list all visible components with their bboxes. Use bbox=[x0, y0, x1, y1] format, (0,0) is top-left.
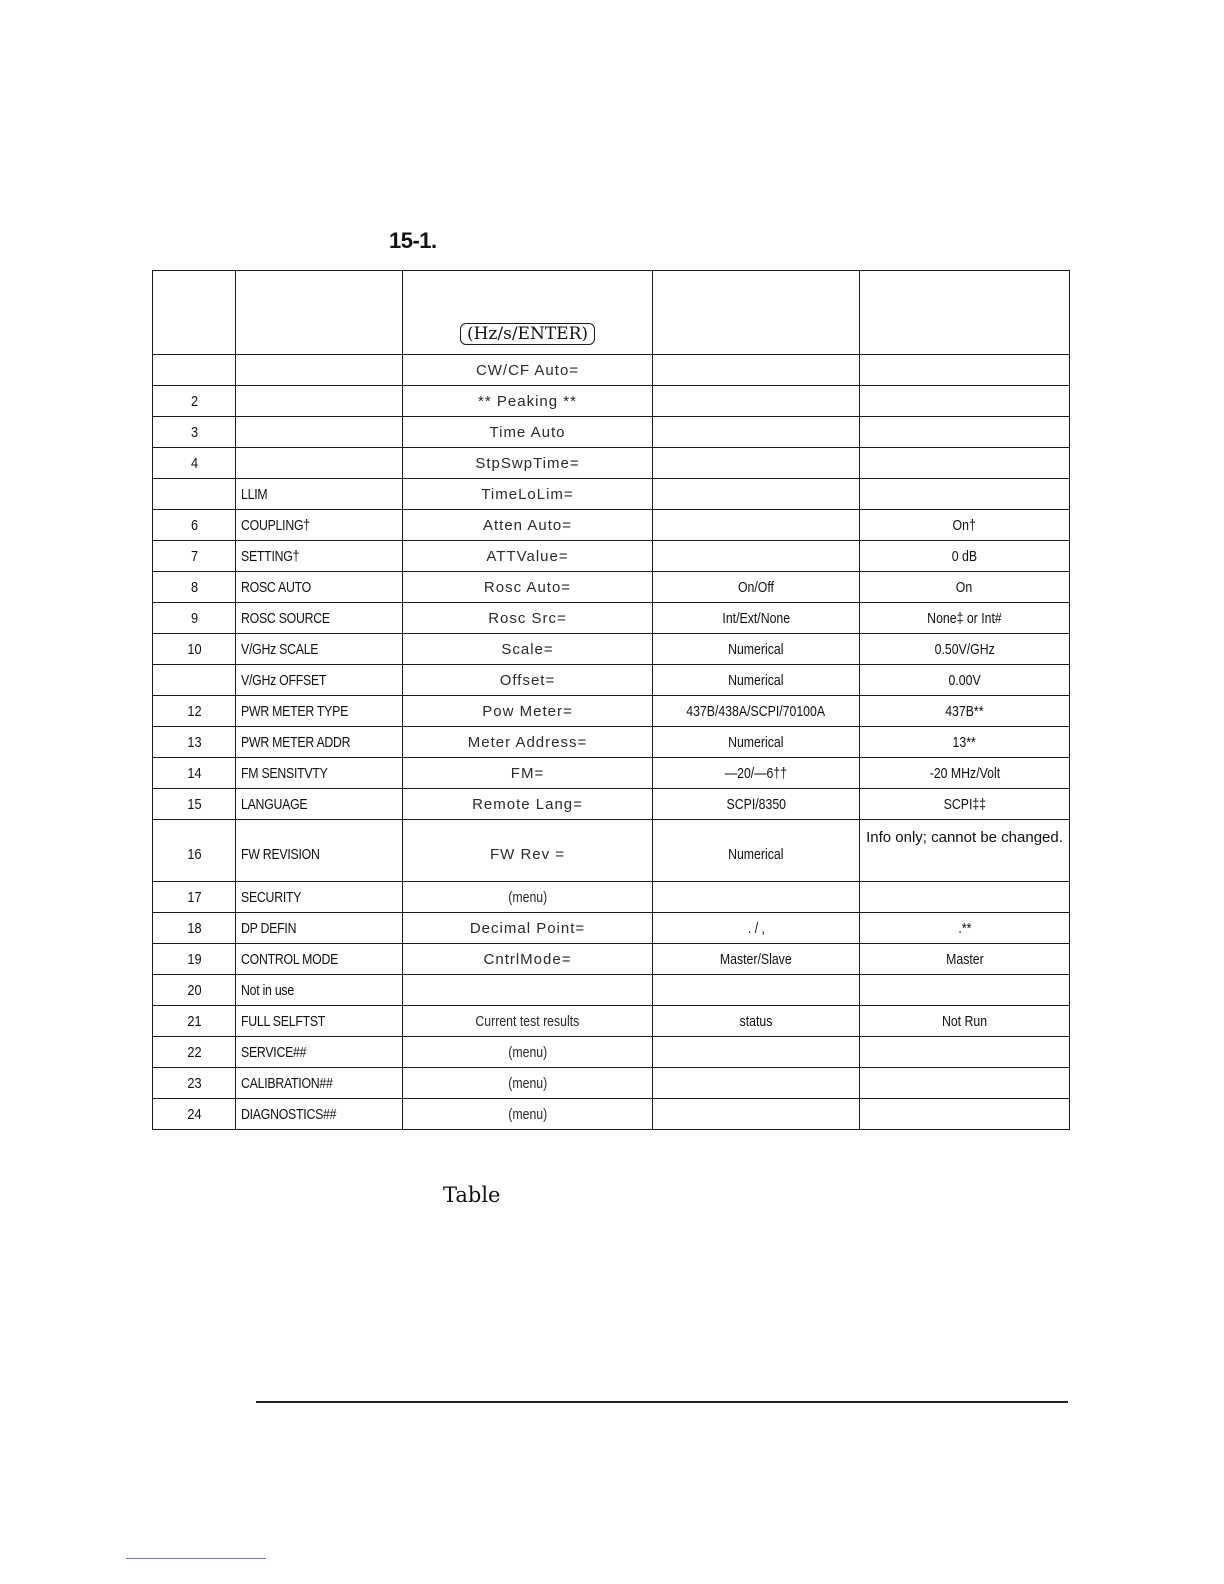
allowed-values bbox=[653, 541, 860, 572]
allowed-values-text: —20/—6†† bbox=[724, 764, 788, 782]
default-value bbox=[860, 696, 1070, 727]
parameter-name-text: CALIBRATION## bbox=[241, 1074, 333, 1092]
parameter-name bbox=[236, 355, 403, 386]
parameter-name bbox=[236, 448, 403, 479]
parameter-name-text: SERVICE## bbox=[241, 1043, 307, 1061]
default-value bbox=[860, 1068, 1070, 1099]
default-value bbox=[860, 541, 1070, 572]
allowed-values bbox=[653, 634, 860, 665]
parameter-name-text: PWR METER TYPE bbox=[241, 702, 349, 720]
parameter-name-text: PWR METER ADDR bbox=[241, 733, 351, 751]
footer-rule bbox=[256, 1401, 1068, 1403]
parameter-name-text: CONTROL MODE bbox=[241, 950, 339, 968]
default-value bbox=[860, 975, 1070, 1006]
display-text: Meter Address= bbox=[403, 727, 653, 758]
row-number: 15 bbox=[159, 789, 230, 820]
table-row bbox=[153, 479, 1070, 510]
default-value-text: -20 MHz/Volt bbox=[929, 764, 1000, 782]
row-number bbox=[159, 665, 230, 696]
row-number bbox=[159, 355, 230, 386]
table-row bbox=[153, 820, 1070, 882]
row-number: 10 bbox=[159, 634, 230, 665]
allowed-values-text: Numerical bbox=[728, 846, 784, 863]
display-text: Decimal Point= bbox=[403, 913, 653, 944]
default-value: Info only; cannot be changed. bbox=[860, 820, 1070, 882]
allowed-values-text: Numerical bbox=[728, 671, 784, 689]
table-row bbox=[153, 417, 1070, 448]
allowed-values-text: . / , bbox=[747, 919, 765, 937]
allowed-values bbox=[653, 448, 860, 479]
row-number: 7 bbox=[159, 541, 230, 572]
allowed-values bbox=[653, 913, 860, 944]
default-value-text: 437B** bbox=[945, 702, 984, 720]
row-number: 2 bbox=[159, 386, 230, 417]
default-value bbox=[860, 386, 1070, 417]
default-value-text: None‡ or Int# bbox=[927, 609, 1002, 627]
display-text: FW Rev = bbox=[403, 820, 653, 882]
default-value bbox=[860, 758, 1070, 789]
default-value-text: 0.50V/GHz bbox=[934, 640, 995, 658]
default-value bbox=[860, 355, 1070, 386]
allowed-values bbox=[653, 1037, 860, 1068]
parameter-name bbox=[236, 944, 403, 975]
default-value bbox=[860, 572, 1070, 603]
row-number: 12 bbox=[159, 696, 230, 727]
default-value bbox=[860, 913, 1070, 944]
parameter-name bbox=[236, 975, 403, 1006]
row-number: 13 bbox=[159, 727, 230, 758]
table-row bbox=[153, 1068, 1070, 1099]
table-row bbox=[153, 510, 1070, 541]
parameter-name bbox=[236, 1099, 403, 1130]
display-text: Rosc Src= bbox=[403, 603, 653, 634]
allowed-values bbox=[653, 386, 860, 417]
allowed-values bbox=[653, 417, 860, 448]
header-cell-values bbox=[653, 271, 860, 355]
display-text: FM= bbox=[403, 758, 653, 789]
row-number: 9 bbox=[159, 603, 230, 634]
default-value-text: 0 dB bbox=[951, 547, 978, 565]
allowed-values bbox=[653, 572, 860, 603]
default-value bbox=[860, 665, 1070, 696]
allowed-values bbox=[653, 727, 860, 758]
allowed-values-text: Numerical bbox=[728, 733, 784, 751]
default-value-text: On† bbox=[952, 516, 977, 534]
row-number: 17 bbox=[159, 882, 230, 913]
allowed-values bbox=[653, 665, 860, 696]
display-text bbox=[403, 1006, 653, 1037]
row-number: 3 bbox=[159, 417, 230, 448]
display-text bbox=[403, 1037, 653, 1068]
parameter-name bbox=[236, 696, 403, 727]
allowed-values bbox=[653, 944, 860, 975]
table-row bbox=[153, 386, 1070, 417]
display-text-text: (menu) bbox=[508, 1043, 547, 1061]
allowed-values-text: Numerical bbox=[728, 640, 784, 658]
parameter-name bbox=[236, 479, 403, 510]
allowed-values bbox=[653, 479, 860, 510]
parameter-name bbox=[236, 913, 403, 944]
row-number: 16 bbox=[159, 820, 230, 882]
default-value bbox=[860, 510, 1070, 541]
header-cell-name bbox=[236, 271, 403, 355]
header-cell-display bbox=[403, 271, 653, 355]
allowed-values bbox=[653, 603, 860, 634]
allowed-values bbox=[653, 696, 860, 727]
default-value bbox=[860, 603, 1070, 634]
parameter-name-text: DP DEFIN bbox=[241, 919, 297, 937]
default-value bbox=[860, 1006, 1070, 1037]
default-value bbox=[860, 944, 1070, 975]
default-value bbox=[860, 727, 1070, 758]
default-value-text: 0.00V bbox=[948, 671, 981, 689]
parameter-name-text: COUPLING† bbox=[241, 516, 310, 534]
table-row bbox=[153, 975, 1070, 1006]
default-value-text: On bbox=[956, 578, 973, 596]
parameter-name bbox=[236, 634, 403, 665]
table-row bbox=[153, 634, 1070, 665]
table-row bbox=[153, 355, 1070, 386]
display-text: Scale= bbox=[403, 634, 653, 665]
display-text: Time Auto bbox=[403, 417, 653, 448]
parameter-name bbox=[236, 541, 403, 572]
table-row bbox=[153, 1037, 1070, 1068]
table-header-row bbox=[153, 271, 1070, 355]
row-number: 21 bbox=[159, 1006, 230, 1037]
display-text: TimeLoLim= bbox=[403, 479, 653, 510]
table-row bbox=[153, 696, 1070, 727]
row-number: 6 bbox=[159, 510, 230, 541]
row-number: 20 bbox=[159, 975, 230, 1006]
header-cell-number bbox=[153, 271, 236, 355]
default-value bbox=[860, 417, 1070, 448]
display-text-text: Current test results bbox=[475, 1012, 580, 1030]
parameter-name bbox=[236, 665, 403, 696]
display-text: CntrlMode= bbox=[403, 944, 653, 975]
allowed-values bbox=[653, 789, 860, 820]
display-text: StpSwpTime= bbox=[403, 448, 653, 479]
display-text bbox=[403, 1068, 653, 1099]
table-row bbox=[153, 913, 1070, 944]
display-text: Remote Lang= bbox=[403, 789, 653, 820]
table-row bbox=[153, 572, 1070, 603]
table-row bbox=[153, 665, 1070, 696]
display-text: Pow Meter= bbox=[403, 696, 653, 727]
allowed-values-text: 437B/438A/SCPI/70100A bbox=[686, 702, 826, 720]
row-number: 22 bbox=[159, 1037, 230, 1068]
default-value bbox=[860, 1099, 1070, 1130]
table-row bbox=[153, 789, 1070, 820]
allowed-values bbox=[653, 975, 860, 1006]
default-value-text: SCPI‡‡ bbox=[943, 795, 986, 813]
parameter-name-text: ROSC SOURCE bbox=[241, 609, 330, 627]
allowed-values bbox=[653, 510, 860, 541]
row-number: 4 bbox=[159, 448, 230, 479]
parameter-name bbox=[236, 1037, 403, 1068]
header-cell-default bbox=[860, 271, 1070, 355]
display-text bbox=[403, 1099, 653, 1130]
table-row bbox=[153, 1099, 1070, 1130]
parameter-name-text: FW REVISION bbox=[241, 846, 320, 863]
allowed-values-text: status bbox=[739, 1012, 773, 1030]
allowed-values bbox=[653, 882, 860, 913]
table-number: 15-1. bbox=[389, 228, 437, 253]
row-number: 8 bbox=[159, 572, 230, 603]
table-row bbox=[153, 603, 1070, 634]
allowed-values bbox=[653, 758, 860, 789]
parameter-table bbox=[152, 270, 1070, 1130]
display-text: Atten Auto= bbox=[403, 510, 653, 541]
row-number: 18 bbox=[159, 913, 230, 944]
parameter-name bbox=[236, 510, 403, 541]
display-text-text: (menu) bbox=[508, 888, 547, 906]
allowed-values bbox=[653, 1068, 860, 1099]
display-text: Rosc Auto= bbox=[403, 572, 653, 603]
row-number: 24 bbox=[159, 1099, 230, 1130]
allowed-values-text: Int/Ext/None bbox=[722, 609, 790, 627]
default-value bbox=[860, 634, 1070, 665]
parameter-name-text: FULL SELFTST bbox=[241, 1012, 326, 1030]
parameter-name-text: SETTING† bbox=[241, 547, 300, 565]
display-text: ATTValue= bbox=[403, 541, 653, 572]
parameter-name-text: V/GHz OFFSET bbox=[241, 671, 327, 689]
parameter-name-text: LLIM bbox=[241, 485, 268, 503]
table-row bbox=[153, 1006, 1070, 1037]
parameter-name bbox=[236, 572, 403, 603]
row-number bbox=[159, 479, 230, 510]
parameter-name-text: ROSC AUTO bbox=[241, 578, 312, 596]
display-text bbox=[403, 882, 653, 913]
parameter-name bbox=[236, 758, 403, 789]
default-value-text: 13** bbox=[952, 733, 977, 751]
display-text-text: (menu) bbox=[508, 1105, 547, 1123]
row-number: 23 bbox=[159, 1068, 230, 1099]
hz-s-enter-key: (Hz/s/ENTER) bbox=[460, 323, 595, 345]
display-text: ** Peaking ** bbox=[403, 386, 653, 417]
display-text bbox=[403, 975, 653, 1006]
table-row bbox=[153, 541, 1070, 572]
table-row bbox=[153, 944, 1070, 975]
table-row bbox=[153, 727, 1070, 758]
parameter-name-text: LANGUAGE bbox=[241, 795, 308, 813]
allowed-values bbox=[653, 820, 860, 882]
default-value bbox=[860, 789, 1070, 820]
default-value-text: Master bbox=[945, 950, 984, 968]
display-text: Offset= bbox=[403, 665, 653, 696]
parameter-name-text: Not in use bbox=[241, 981, 294, 999]
parameter-name-text: V/GHz SCALE bbox=[241, 640, 319, 658]
parameter-name-text: DIAGNOSTICS## bbox=[241, 1105, 337, 1123]
parameter-name bbox=[236, 603, 403, 634]
default-value-text: .** bbox=[958, 919, 971, 937]
display-text: CW/CF Auto= bbox=[403, 355, 653, 386]
parameter-name bbox=[236, 1006, 403, 1037]
table-row bbox=[153, 758, 1070, 789]
allowed-values-text: On/Off bbox=[737, 578, 775, 596]
parameter-name bbox=[236, 417, 403, 448]
default-value-text: Not Run bbox=[941, 1012, 988, 1030]
parameter-name bbox=[236, 882, 403, 913]
parameter-name bbox=[236, 386, 403, 417]
parameter-name bbox=[236, 820, 403, 882]
parameter-name bbox=[236, 1068, 403, 1099]
row-number: 14 bbox=[159, 758, 230, 789]
table-row bbox=[153, 882, 1070, 913]
default-value bbox=[860, 479, 1070, 510]
allowed-values bbox=[653, 355, 860, 386]
allowed-values-text: SCPI/8350 bbox=[726, 795, 786, 813]
corner-mark bbox=[126, 1558, 266, 1559]
default-value bbox=[860, 882, 1070, 913]
display-text-text: (menu) bbox=[508, 1074, 547, 1092]
parameter-name bbox=[236, 789, 403, 820]
allowed-values bbox=[653, 1099, 860, 1130]
default-value bbox=[860, 1037, 1070, 1068]
table-row bbox=[153, 448, 1070, 479]
row-number: 19 bbox=[159, 944, 230, 975]
default-value bbox=[860, 448, 1070, 479]
parameter-name-text: FM SENSITVTY bbox=[241, 764, 328, 782]
allowed-values bbox=[653, 1006, 860, 1037]
footer-table-reference: Table bbox=[443, 1183, 501, 1207]
parameter-name bbox=[236, 727, 403, 758]
allowed-values-text: Master/Slave bbox=[720, 950, 792, 968]
parameter-name-text: SECURITY bbox=[241, 888, 302, 906]
